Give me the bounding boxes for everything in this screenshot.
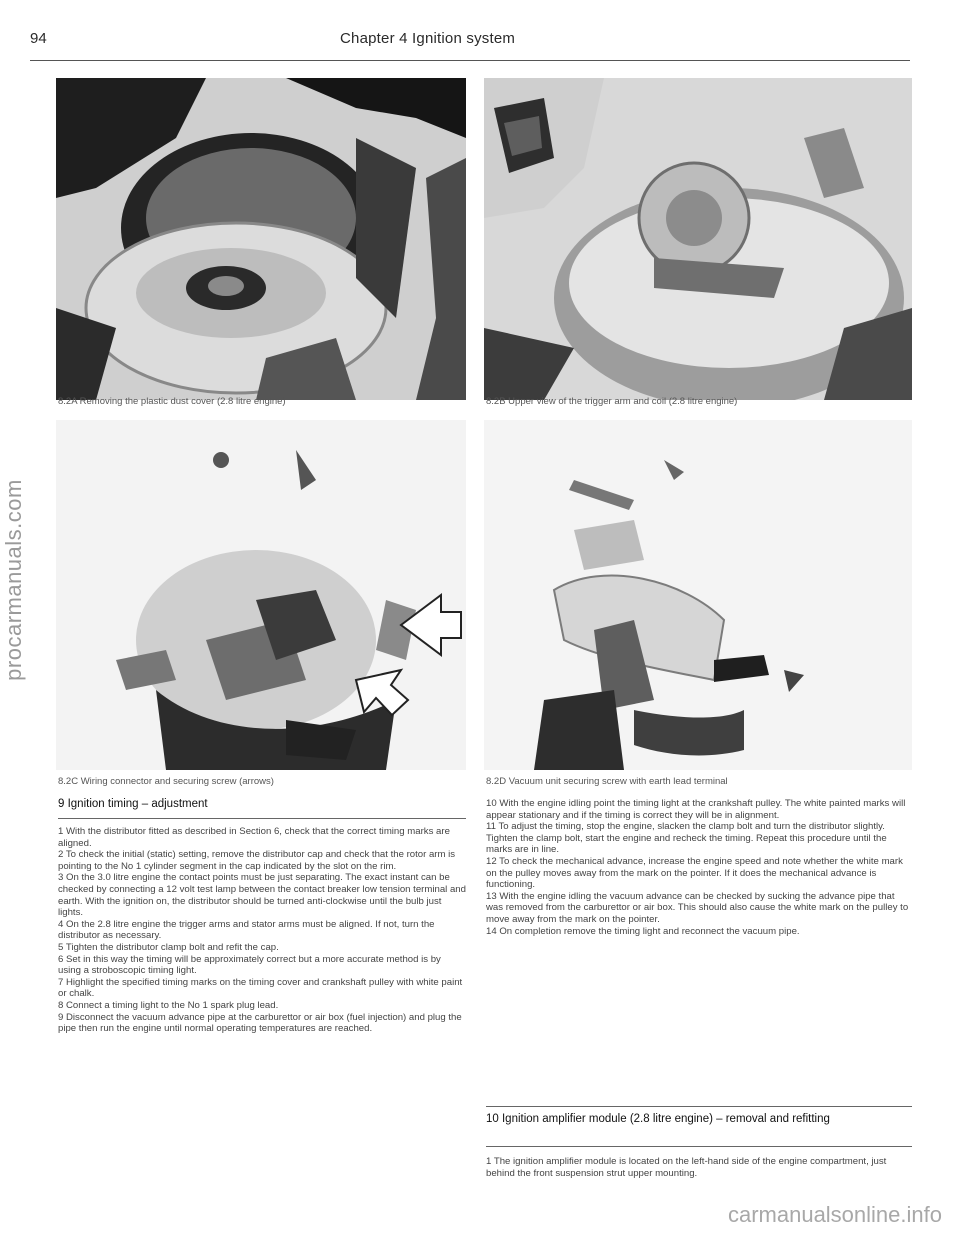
paragraph: 6 Set in this way the timing will be approximately correct but a more accurate method is by using a stroboscopic timing light. [58, 953, 441, 977]
paragraph: 4 On the 2.8 litre engine the trigger arms and stator arms must be aligned. If not, turn the distributor as necessary. [58, 918, 435, 942]
section10-text [486, 1156, 912, 1179]
page-number: 94 [30, 30, 47, 47]
paragraph: 7 Highlight the specified timing marks on the timing cover and crankshaft pulley with white paint or chalk. [58, 976, 463, 1000]
section-rule [58, 818, 466, 819]
paragraph: 5 Tighten the distributor clamp bolt and refit the cap. [58, 941, 279, 953]
header-rule [30, 60, 910, 61]
figure-caption: 8.2B Upper view of the trigger arm and coil (2.8 litre engine) [486, 396, 738, 407]
paragraph: 1 The ignition amplifier module is located on the left-hand side of the engine compartment, just behind the front suspension strut upper mounting. [486, 1156, 887, 1179]
photo-trigger-arm [484, 78, 912, 400]
footer-watermark: carmanualsonline.info [727, 1202, 942, 1227]
photo-dust-cover [56, 78, 466, 400]
chapter-title: Chapter 4 Ignition system [340, 30, 516, 47]
photo-wiring-connector [56, 420, 466, 770]
figure-caption: 8.2D Vacuum unit securing screw with earth lead terminal [486, 776, 728, 787]
section-rule [486, 1106, 912, 1107]
section-rule [486, 1146, 912, 1147]
paragraph: 12 To check the mechanical advance, increase the engine speed and note whether the white mark on the pulley moves away from the mark on the pointer. If it does the mechanical advance is functioning. [486, 855, 903, 891]
paragraph: 2 To check the initial (static) setting, remove the distributor cap and check that the rotor arm is pointing to the No 1 cylinder segment in the cap indicated by the slot on the rim. [58, 849, 456, 872]
figure-caption: 8.2C Wiring connector and securing screw (arrows) [58, 776, 274, 787]
figure-caption: 8.2A Removing the plastic dust cover (2.8 litre engine) [58, 396, 286, 407]
section-heading: 10 Ignition amplifier module (2.8 litre engine) – removal and refitting [486, 1113, 830, 1125]
paragraph: 10 With the engine idling point the timing light at the crankshaft pulley. The white painted marks will appear stationary and if the timing is correct they will be in alignment. [486, 798, 906, 821]
right-column-text [486, 798, 912, 937]
paragraph: 1 With the distributor fitted as described in Section 6, check that the correct timing marks are aligned. [58, 826, 450, 849]
left-column-text [58, 826, 466, 1035]
section-heading: 9 Ignition timing – adjustment [58, 798, 208, 810]
paragraph: 14 On completion remove the timing light and reconnect the vacuum pipe. [486, 925, 800, 937]
paragraph: 8 Connect a timing light to the No 1 spark plug lead. [58, 999, 279, 1011]
side-watermark [0, 380, 34, 780]
paragraph: 13 With the engine idling the vacuum advance can be checked by sucking the advance pipe that was removed from the carburettor or air box. This should also cause the white mark on the pulley to move away from the mark on the pointer. [486, 890, 909, 925]
photo-vacuum-unit [484, 420, 912, 770]
paragraph: 11 To adjust the timing, stop the engine, slacken the clamp bolt and turn the distributor slightly. Tighten the clamp bolt, start the engine and recheck the timing. Repeat this procedure until the marks are in line. [486, 821, 887, 856]
paragraph: 3 On the 3.0 litre engine the contact points must be just separating. The exact instant can be checked by connecting a 12 volt test lamp between the contact breaker low tension terminal and earth. With the ignition on, the distributor should be turned anti-clockwise until the bulb just lights. [58, 872, 466, 919]
page-header [30, 30, 910, 66]
paragraph: 9 Disconnect the vacuum advance pipe at the carburettor or air box (fuel injection) and plug the pipe then run the engine until normal operating temperatures are reached. [58, 1011, 462, 1035]
side-watermark-text: procarmanuals.com [1, 479, 26, 681]
